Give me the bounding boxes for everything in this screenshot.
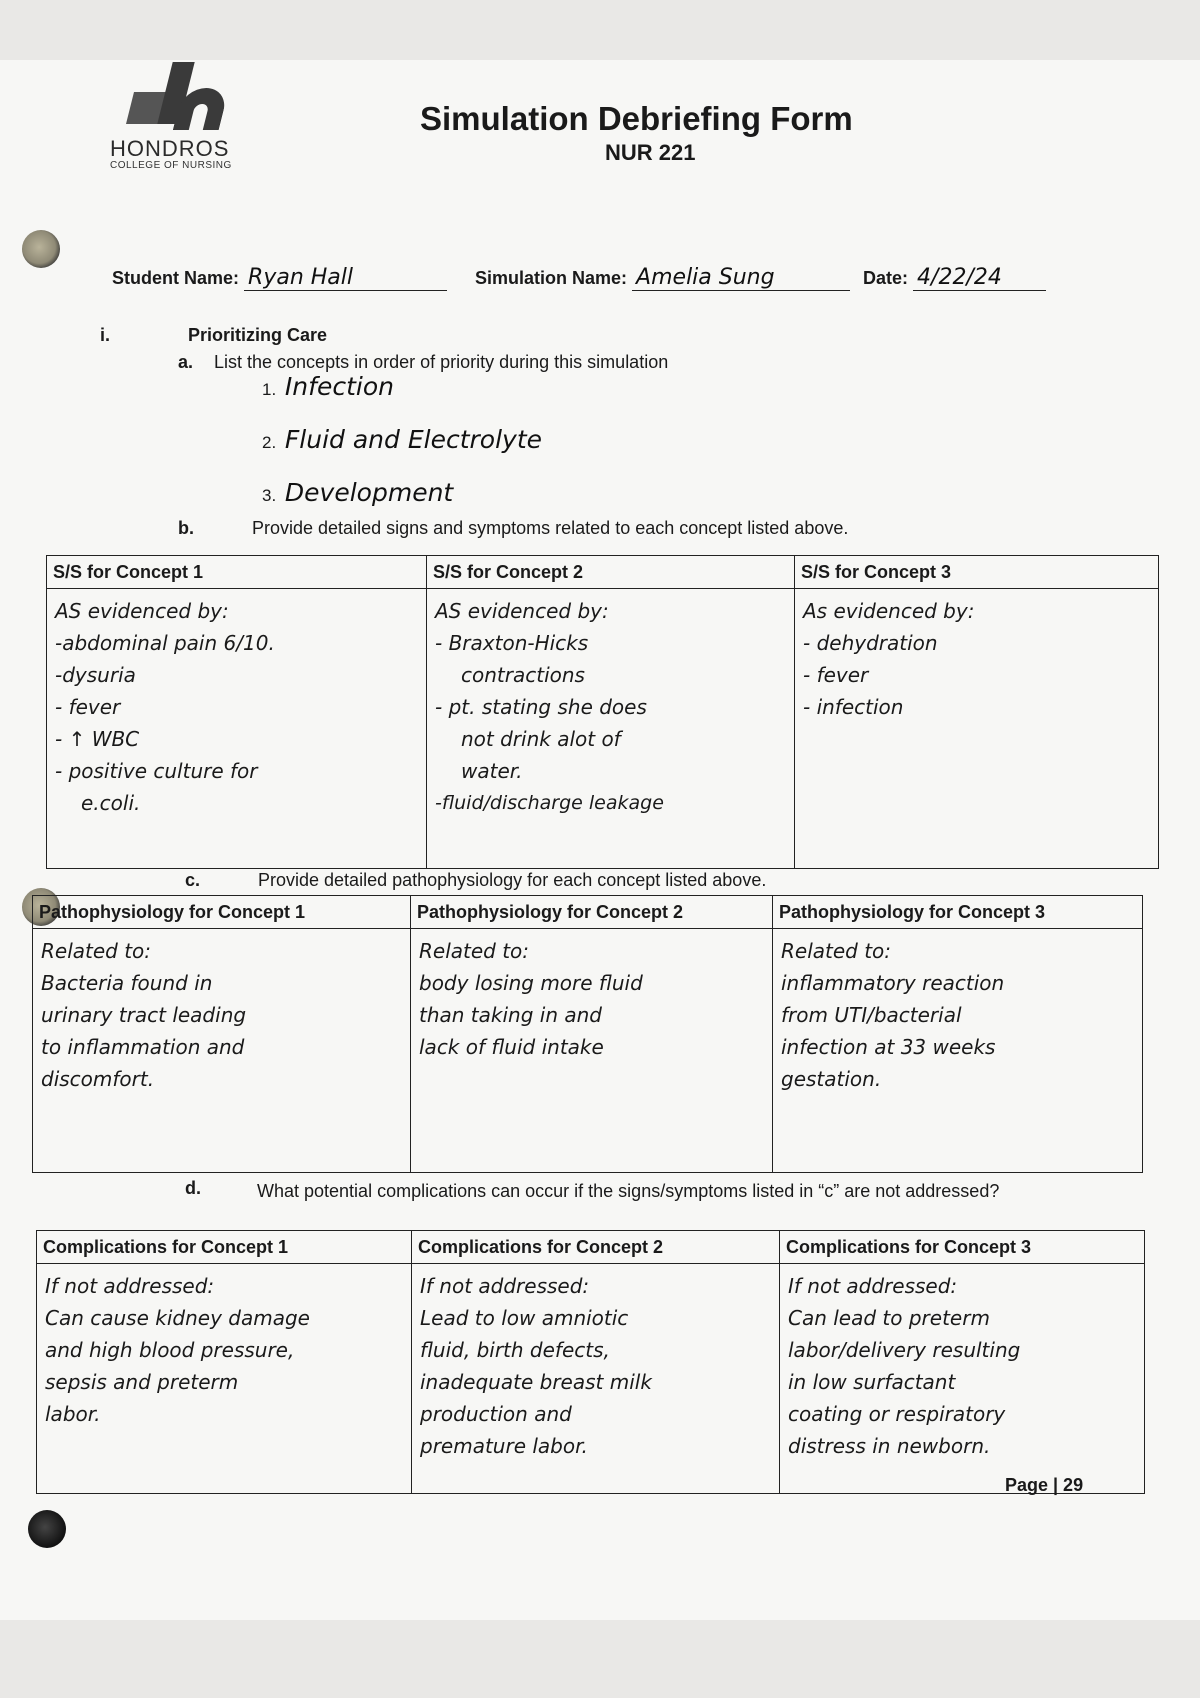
comp-line: labor/delivery resulting [788,1338,1021,1362]
priority-number: 3. [262,486,277,505]
comp-line: Lead to low amniotic [420,1306,629,1330]
priority-item-2 [262,425,542,454]
patho-line: gestation. [781,1067,882,1091]
comp-line: labor. [45,1402,101,1426]
comp-cell-1[interactable] [37,1264,412,1494]
patho-cell-3[interactable] [773,929,1143,1173]
question-d-text: What potential complications can occur if the signs/symptoms listed in “c” are not addressed? [257,1181,1000,1201]
question-b-letter: b. [178,518,194,538]
ss-line: - fever [55,695,121,719]
ss-line: - pt. stating she does [435,695,647,719]
ss-cell-3[interactable] [795,589,1159,869]
ss-cell-1[interactable] [47,589,427,869]
patho-cell-1[interactable] [33,929,411,1173]
patho-line: Related to: [419,939,530,963]
date-value: 4/22/24 [913,265,1046,291]
patho-line: Related to: [41,939,152,963]
hondros-logo [110,62,250,171]
ss-line: - dehydration [803,631,938,655]
patho-line: from UTI/bacterial [781,1003,962,1027]
hondros-logo-mark [110,62,250,132]
priority-item-1 [262,372,394,401]
ss-line: AS evidenced by: [435,599,609,623]
question-a-text: List the concepts in order of priority during this simulation [214,352,669,372]
patho-line: Related to: [781,939,892,963]
comp-line: distress in newborn. [788,1434,991,1458]
comp-line: Can lead to preterm [788,1306,990,1330]
patho-header-3: Pathophysiology for Concept 3 [773,896,1143,929]
patho-line: urinary tract leading [41,1003,247,1027]
simulation-name-value: Amelia Sung [632,265,850,291]
simulation-name-label: Simulation Name: [475,268,628,288]
question-d-letter: d. [185,1178,201,1198]
comp-line: If not addressed: [788,1274,958,1298]
student-name-value: Ryan Hall [244,265,447,291]
pathophysiology-table [32,895,1143,1173]
student-name-field[interactable] [112,265,447,291]
comp-header-1: Complications for Concept 1 [37,1231,412,1264]
patho-header-1: Pathophysiology for Concept 1 [33,896,411,929]
ss-line: -dysuria [55,663,136,687]
ss-line: - positive culture for [55,759,258,783]
ss-line: -abdominal pain 6/10. [55,631,275,655]
patho-line: body losing more fluid [419,971,643,995]
comp-header-3: Complications for Concept 3 [780,1231,1145,1264]
comp-line: coating or respiratory [788,1402,1006,1426]
ss-header-2: S/S for Concept 2 [427,556,795,589]
ss-line: - fever [803,663,869,687]
comp-line: production and [420,1402,572,1426]
patho-line: than taking in and [419,1003,602,1027]
course-code: NUR 221 [605,140,696,165]
patho-line: lack of fluid intake [419,1035,604,1059]
patho-line: infection at 33 weeks [781,1035,996,1059]
ss-header-3: S/S for Concept 3 [795,556,1159,589]
comp-line: and high blood pressure, [45,1338,295,1362]
logo-name: HONDROS [110,136,230,161]
comp-line: in low surfactant [788,1370,956,1394]
ss-line: - infection [803,695,904,719]
comp-header-2: Complications for Concept 2 [412,1231,780,1264]
patho-line: Bacteria found in [41,971,213,995]
simulation-name-field[interactable] [475,265,850,291]
priority-text: Development [284,478,454,507]
comp-line: sepsis and preterm [45,1370,239,1394]
date-label: Date: [863,268,909,288]
form-title: Simulation Debriefing Form [420,100,853,137]
comp-line: fluid, birth defects, [420,1338,610,1362]
priority-item-3 [262,478,453,507]
comp-cell-3[interactable] [780,1264,1145,1494]
complications-table [36,1230,1145,1494]
ss-line: AS evidenced by: [55,599,229,623]
ss-line: e.coli. [81,791,141,815]
section-number: i. [100,325,111,345]
patho-line: to inflammation and [41,1035,245,1059]
section-title: Prioritizing Care [188,325,328,345]
ss-line: As evidenced by: [803,599,975,623]
ss-line: not drink alot of [461,727,621,751]
date-field[interactable] [863,265,1046,291]
punch-hole-bottom [28,1510,66,1548]
comp-line: premature labor. [420,1434,588,1458]
page-number: Page | 29 [1005,1475,1084,1495]
comp-cell-2[interactable] [412,1264,780,1494]
question-a-letter: a. [178,352,194,372]
patho-header-2: Pathophysiology for Concept 2 [411,896,773,929]
patho-line: inflammatory reaction [781,971,1005,995]
ss-line: - ↑ WBC [55,727,140,751]
logo-subtitle: COLLEGE OF NURSING [110,160,232,171]
priority-number: 1. [262,380,277,399]
question-c-letter: c. [185,870,201,890]
priority-number: 2. [262,433,277,452]
comp-line: inadequate breast milk [420,1370,652,1394]
patho-cell-2[interactable] [411,929,773,1173]
ss-header-1: S/S for Concept 1 [47,556,427,589]
signs-symptoms-table [46,555,1159,869]
question-b-text: Provide detailed signs and symptoms related to each concept listed above. [252,518,849,538]
question-c-text: Provide detailed pathophysiology for each concept listed above. [258,870,767,890]
comp-line: If not addressed: [45,1274,215,1298]
ss-line: contractions [461,663,585,687]
ss-line: -fluid/discharge leakage [435,792,664,814]
ss-line: - Braxton-Hicks [435,631,589,655]
punch-hole-top [22,230,60,268]
ss-line: water. [461,759,523,783]
comp-line: Can cause kidney damage [45,1306,310,1330]
patho-line: discomfort. [41,1067,155,1091]
priority-text: Infection [284,372,394,401]
ss-cell-2[interactable] [427,589,795,869]
student-name-label: Student Name: [112,268,240,288]
priority-text: Fluid and Electrolyte [284,425,543,454]
comp-line: If not addressed: [420,1274,590,1298]
